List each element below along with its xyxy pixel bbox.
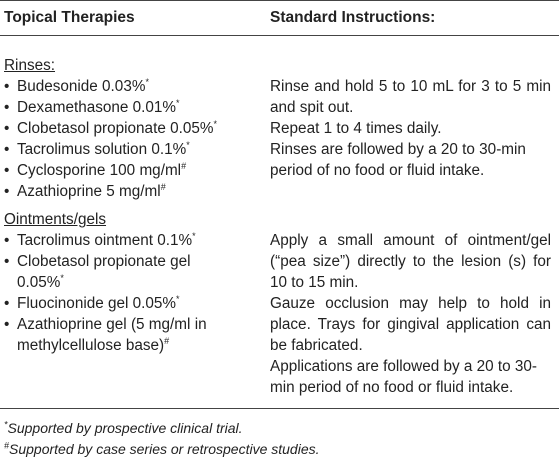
rinses-section [4, 55, 260, 202]
section-title-rinses: Rinses: [4, 57, 56, 74]
list-item: • Tacrolimus solution 0.1%* [4, 139, 260, 160]
list-item: • Cyclosporine 100 mg/ml# [4, 160, 260, 181]
header-standard-instructions: Standard Instructions: [270, 9, 436, 26]
list-item: • Dexamethasone 0.01%* [4, 97, 260, 118]
list-item: • Azathioprine gel (5 mg/ml in methylcellulose base)# [4, 314, 232, 356]
ointments-section [4, 209, 260, 356]
instruction-text: Applications are followed by a 20 to 30-min period of no food or fluid intake. [270, 358, 538, 396]
instruction-text: Rinses are followed by a 20 to 30-min period of no food or fluid intake. [270, 141, 526, 179]
ointments-instructions [270, 230, 551, 398]
list-item: • Clobetasol propionate 0.05%* [4, 118, 260, 139]
section-title-ointments: Ointments/gels [4, 211, 107, 228]
instruction-text: Gauze occlusion may help to hold in place. Trays for gingival application can be fabricated. [270, 295, 551, 354]
footnote-asterisk: *Supported by prospective clinical trial. [4, 419, 243, 436]
header-topical-therapies: Topical Therapies [4, 9, 135, 26]
instruction-text: Repeat 1 to 4 times daily. [270, 120, 442, 137]
footnote-hash: #Supported by case series or retrospective studies. [4, 440, 320, 457]
rinses-instructions [270, 76, 551, 181]
list-item: • Fluocinonide gel 0.05%* [4, 293, 260, 314]
list-item: • Azathioprine 5 mg/ml# [4, 181, 260, 202]
list-item: • Budesonide 0.03%* [4, 76, 260, 97]
header-rule [0, 35, 559, 36]
table-bottom-rule [0, 408, 559, 409]
instruction-text: Apply a small amount of ointment/gel (“pea size”) directly to the lesion (s) for 10 to 15 min. [270, 232, 551, 291]
table-top-rule [0, 0, 559, 1]
list-item: • Clobetasol propionate gel 0.05%* [4, 251, 207, 293]
instruction-text: Rinse and hold 5 to 10 mL for 3 to 5 min and spit out. [270, 78, 551, 116]
list-item: • Tacrolimus ointment 0.1%* [4, 230, 260, 251]
